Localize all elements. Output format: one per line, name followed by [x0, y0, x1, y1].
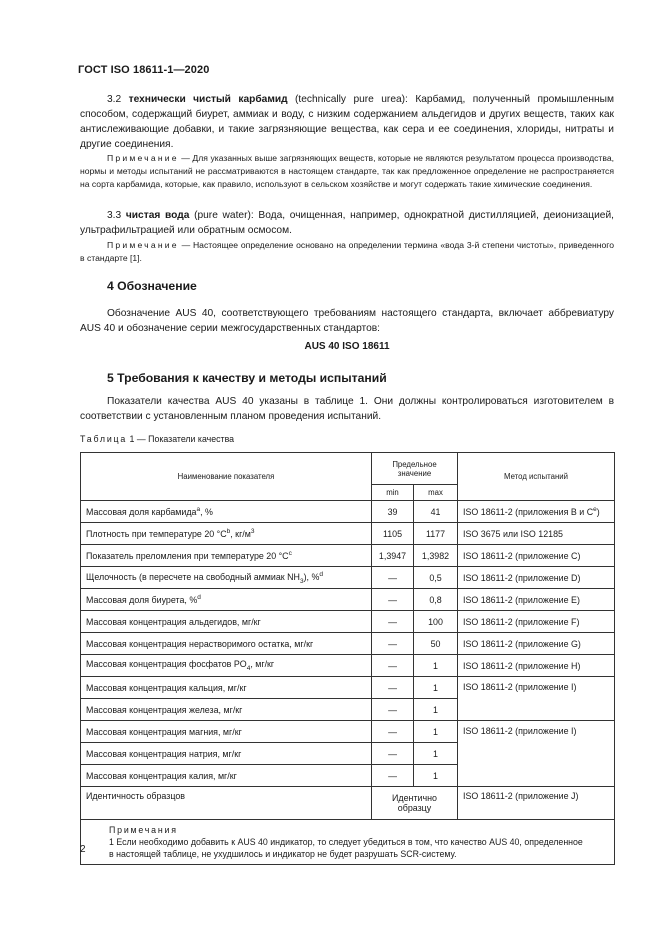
- row-max: 0,8: [414, 589, 458, 611]
- row-method: ISO 18611-2 (приложение E): [458, 589, 615, 611]
- note-2: [80, 239, 614, 265]
- row-max: 1: [414, 721, 458, 743]
- row-name: Массовая концентрация альдегидов, мг/кг: [81, 611, 372, 633]
- row-min: —: [372, 633, 414, 655]
- table-row: [81, 611, 615, 633]
- identity-value: Идентично образцу: [372, 787, 458, 820]
- row-min: —: [372, 611, 414, 633]
- table-row: [81, 545, 615, 567]
- clause-text: (pure water): Вода, очищенная, например, однократной дистилляцией, деионизацией, ультрафильтрацией или обратным осмосом.: [80, 210, 614, 236]
- row-min: —: [372, 699, 414, 721]
- clause-number: 3.2: [107, 94, 122, 105]
- row-min: —: [372, 567, 414, 589]
- row-min: —: [372, 589, 414, 611]
- row-max: 41: [414, 501, 458, 523]
- section-5-title: 5 Требования к качеству и методы испытаний: [107, 371, 387, 385]
- clause-text: (technically pure urea): Карбамид, полученный промышленным способом, содержащий биурет, аммиак и воду, с низким содержанием альдегидов и других веществ, таких как антислеживающие добавки, и такие загрязняющие вещества, как сера и ее соединения, хлориды, нитраты и другие соединения.: [80, 94, 614, 150]
- row-min: —: [372, 655, 414, 677]
- quality-table: [80, 452, 615, 865]
- table-row: [81, 523, 615, 545]
- row-name: Массовая концентрация фосфатов $PO_4$, мг/кг: [81, 655, 372, 677]
- row-name: Массовая концентрация калия, мг/кг: [81, 765, 372, 787]
- row-min: 1105: [372, 523, 414, 545]
- table-caption: Таблица 1 — Показатели качества: [80, 434, 235, 444]
- row-name: Массовая концентрация магния, мг/кг: [81, 721, 372, 743]
- clause-3-2: [80, 92, 614, 152]
- row-name: Щелочность (в пересчете на свободный аммиак $NH_3$), %$^d$: [81, 567, 372, 589]
- header-limit: Предельное значение: [372, 453, 458, 485]
- note-text: — Для указанных выше загрязняющих веществ, которые не являются результатом процесса производства, нормы и методы испытаний не рассматриваются в настоящем стандарте, так как предложенное определение не распространяется на сорта карбамида, которые, как правило, используют в сельском хозяйстве и могут содержать такие химические соединения.: [80, 153, 614, 189]
- header-min: min: [372, 485, 414, 501]
- row-min: —: [372, 765, 414, 787]
- identity-name: Идентичность образцов: [81, 787, 372, 820]
- row-name: Массовая концентрация железа, мг/кг: [81, 699, 372, 721]
- row-max: 1,3982: [414, 545, 458, 567]
- header-max: max: [414, 485, 458, 501]
- clause-3-3: [80, 208, 614, 238]
- table-row: [81, 655, 615, 677]
- table-row: [81, 589, 615, 611]
- row-method: ISO 18611-2 (приложение C): [458, 545, 615, 567]
- row-name: Массовая доля карбамида$^a$, %: [81, 501, 372, 523]
- note-label: Примечание: [107, 240, 179, 250]
- row-max: 100: [414, 611, 458, 633]
- row-max: 1: [414, 699, 458, 721]
- row-method: ISO 18611-2 (приложение G): [458, 633, 615, 655]
- row-method: ISO 18611-2 (приложение F): [458, 611, 615, 633]
- row-name: Массовая концентрация натрия, мг/кг: [81, 743, 372, 765]
- clause-term: технически чистый карбамид: [128, 94, 288, 105]
- row-method: ISO 18611-2 (приложение I): [458, 721, 615, 787]
- row-min: 39: [372, 501, 414, 523]
- row-method: ISO 18611-2 (приложение H): [458, 655, 615, 677]
- clause-term: чистая вода: [125, 210, 190, 221]
- row-max: 0,5: [414, 567, 458, 589]
- clause-number: 3.3: [107, 210, 122, 221]
- section-4-title: 4 Обозначение: [107, 279, 197, 293]
- table-notes: [81, 820, 615, 865]
- row-max: 1177: [414, 523, 458, 545]
- header-name: Наименование показателя: [81, 453, 372, 501]
- note-label: Примечание: [107, 153, 179, 163]
- row-name: Массовая концентрация нерастворимого остатка, мг/кг: [81, 633, 372, 655]
- note-1: [80, 152, 614, 191]
- notes-text: 1 Если необходимо добавить к AUS 40 индикатор, то следует убедиться в том, что качество AUS 40, определенное в настоящей таблице, не ухудшилось и индикатор не будет разрушать SCR-систему.: [109, 837, 583, 859]
- row-method: ISO 3675 или ISO 12185: [458, 523, 615, 545]
- row-name: Плотность при температуре 20 $^\circ C^b$, $кг/м^3$: [81, 523, 372, 545]
- note-text: — Настоящее определение основано на определении термина «вода 3-й степени чистоты», приведенного в стандарте [1].: [80, 240, 614, 263]
- row-method: ISO 18611-2 (приложения B и Ce): [458, 501, 615, 523]
- table-row: [81, 721, 615, 743]
- row-max: 1: [414, 765, 458, 787]
- table-row: [81, 633, 615, 655]
- row-name: Массовая концентрация кальция, мг/кг: [81, 677, 372, 699]
- page-number: 2: [80, 844, 86, 855]
- row-max: 50: [414, 633, 458, 655]
- row-method: ISO 18611-2 (приложение I): [458, 677, 615, 721]
- identity-method: ISO 18611-2 (приложение J): [458, 787, 615, 820]
- row-method: ISO 18611-2 (приложение D): [458, 567, 615, 589]
- row-max: 1: [414, 655, 458, 677]
- document-header: ГОСТ ISO 18611-1—2020: [78, 64, 210, 76]
- section-4-text: Обозначение AUS 40, соответствующего требованиям настоящего стандарта, включает аббревиатуру AUS 40 и обозначение серии межгосударственных стандартов:: [80, 308, 614, 334]
- row-min: —: [372, 721, 414, 743]
- section-5-text: Показатели качества AUS 40 указаны в таблице 1. Они должны контролироваться изготовителем в соответствии с установленным планом проведения испытаний.: [80, 396, 614, 422]
- table-row: [81, 677, 615, 699]
- row-max: 1: [414, 743, 458, 765]
- table-row: [81, 501, 615, 523]
- notes-label: Примечания: [109, 825, 178, 835]
- header-method: Метод испытаний: [458, 453, 615, 501]
- row-min: —: [372, 743, 414, 765]
- table-row: [81, 567, 615, 589]
- row-name: Показатель преломления при температуре 20 $^\circ C^c$: [81, 545, 372, 567]
- row-min: —: [372, 677, 414, 699]
- row-name: Массовая доля биурета, %$^d$: [81, 589, 372, 611]
- designation: AUS 40 ISO 18611: [304, 341, 390, 352]
- row-max: 1: [414, 677, 458, 699]
- row-min: 1,3947: [372, 545, 414, 567]
